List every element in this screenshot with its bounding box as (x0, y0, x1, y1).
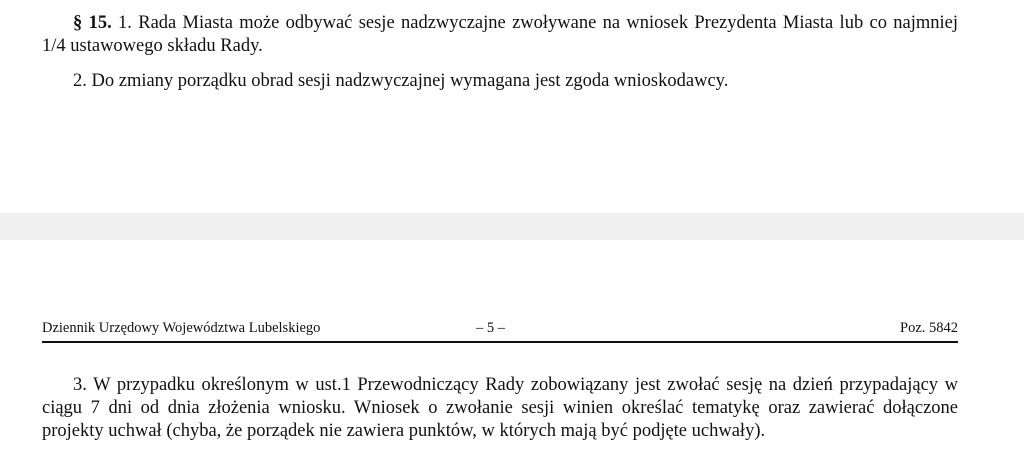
page-separator (0, 213, 1024, 240)
paragraph-15-1 (42, 12, 958, 58)
header-rule (42, 341, 958, 343)
page-number: – 5 – (476, 320, 505, 336)
paragraph-15-3-text: 3. W przypadku określonym w ust.1 Przewodniczący Rady zobowiązany jest zwołać sesję na dzień przypadający w ciągu 7 dni od dnia złożenia wniosku. Wniosek o zwołanie sesji winien określać tematykę oraz zawierać dołączone projekty uchwał (chyba, że porządek nie zawiera punktów, w których mają być podjęte uchwały). (42, 375, 958, 441)
paragraph-15-1-text: 1. Rada Miasta może odbywać sesje nadzwyczajne zwoływane na wniosek Prezydenta Miasta lub co najmniej 1/4 ustawowego składu Rady. (42, 13, 959, 56)
paragraph-15-2-text: 2. Do zmiany porządku obrad sesji nadzwyczajnej wymagana jest zgoda wnioskodawcy. (73, 71, 729, 91)
section-number: § 15. (73, 13, 112, 33)
paragraph-15-3 (42, 374, 958, 443)
paragraph-15-2 (42, 70, 958, 93)
cut-off-text-line (240, 0, 740, 4)
page-header (42, 318, 958, 338)
position-number: Poz. 5842 (900, 320, 958, 336)
document-page-bottom (0, 240, 1024, 469)
document-page-top (0, 0, 1024, 213)
journal-title: Dziennik Urzędowy Województwa Lubelskiego (42, 320, 321, 336)
